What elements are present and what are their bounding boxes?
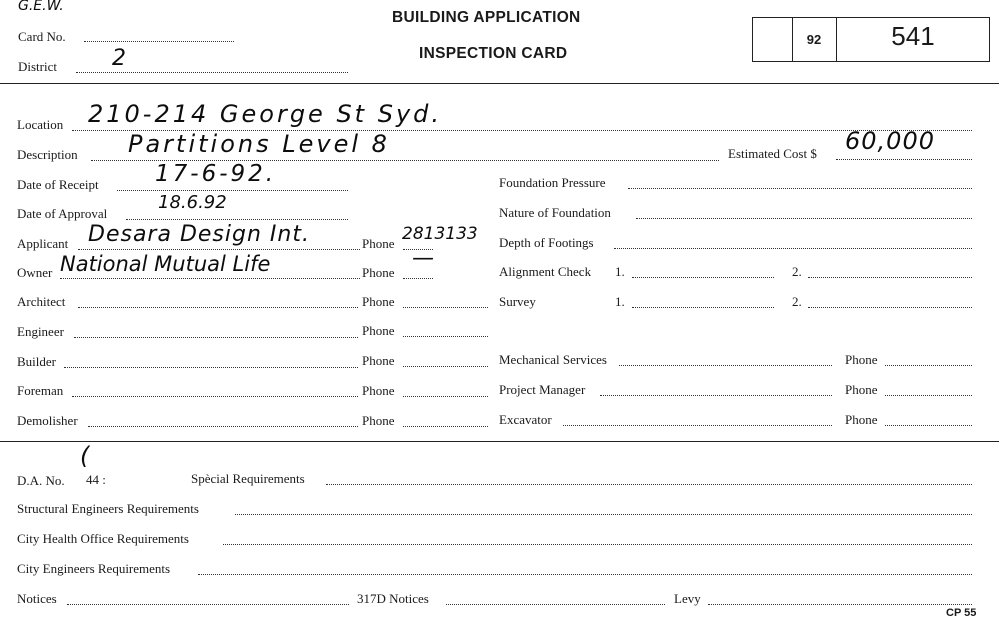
owner-label: Owner bbox=[17, 265, 53, 280]
engineer-phone-field[interactable] bbox=[403, 336, 488, 337]
alignment-check-label: Alignment Check bbox=[499, 264, 592, 279]
date-approval-value: 18.6.92 bbox=[158, 192, 227, 213]
notices-label: Notices bbox=[17, 591, 57, 606]
da-no-label: D.A. No. bbox=[17, 473, 65, 488]
estimated-cost-value: 60,000 bbox=[845, 127, 935, 155]
foreman-label: Foreman bbox=[17, 383, 64, 398]
architect-phone-field[interactable] bbox=[403, 307, 488, 308]
estimated-cost-field[interactable] bbox=[836, 159, 972, 160]
mechanical-phone-field[interactable] bbox=[885, 365, 972, 366]
mechanical-label: Mechanical Services bbox=[499, 352, 607, 367]
builder-phone-field[interactable] bbox=[403, 366, 488, 367]
engineer-label: Engineer bbox=[17, 324, 64, 339]
nature-foundation-field[interactable] bbox=[636, 218, 972, 219]
project-manager-field[interactable] bbox=[600, 395, 832, 396]
foundation-pressure-field[interactable] bbox=[628, 188, 972, 189]
owner-phone-field[interactable] bbox=[403, 278, 433, 279]
header-divider bbox=[0, 83, 999, 84]
builder-field[interactable] bbox=[64, 367, 358, 368]
requirements-divider bbox=[0, 441, 999, 442]
applicant-value: Desara Design Int. bbox=[88, 222, 310, 247]
applicant-label: Applicant bbox=[17, 236, 69, 251]
city-engineers-requirements-label: City Engineers Requirements bbox=[17, 561, 171, 576]
applicant-field[interactable] bbox=[78, 249, 360, 250]
depth-footings-label: Depth of Footings bbox=[499, 235, 594, 250]
notices-field[interactable] bbox=[67, 604, 349, 605]
applicant-phone-value: 2813133 bbox=[402, 224, 478, 244]
foreman-phone-field[interactable] bbox=[403, 396, 488, 397]
date-approval-field[interactable] bbox=[126, 219, 348, 220]
da-no-value: 44 : bbox=[86, 472, 106, 487]
mechanical-field[interactable] bbox=[619, 365, 832, 366]
alignment-check-1-label: 1. bbox=[615, 264, 625, 279]
district-label: District bbox=[18, 59, 57, 74]
special-requirements-label: Spècial Requirements bbox=[191, 471, 305, 486]
district-field[interactable] bbox=[76, 72, 348, 73]
survey-2-label: 2. bbox=[792, 294, 802, 309]
depth-footings-field[interactable] bbox=[614, 248, 972, 249]
mechanical-phone-label: Phone bbox=[845, 352, 878, 367]
levy-label: Levy bbox=[674, 591, 701, 606]
architect-label: Architect bbox=[17, 294, 66, 309]
date-receipt-value: 17-6-92. bbox=[155, 161, 277, 187]
alignment-check-2-label: 2. bbox=[792, 264, 802, 279]
survey-label: Survey bbox=[499, 294, 536, 309]
owner-value: National Mutual Life bbox=[60, 252, 271, 276]
engineer-phone-label: Phone bbox=[362, 323, 395, 338]
structural-requirements-label: Structural Engineers Requirements bbox=[17, 501, 199, 516]
demolisher-phone-label: Phone bbox=[362, 413, 395, 428]
project-manager-label: Project Manager bbox=[499, 382, 586, 397]
owner-phone-label: Phone bbox=[362, 265, 395, 280]
initials-handwritten: G.E.W. bbox=[18, 0, 64, 14]
builder-label: Builder bbox=[17, 354, 56, 369]
date-receipt-field[interactable] bbox=[117, 190, 348, 191]
applicant-phone-label: Phone bbox=[362, 236, 395, 251]
excavator-phone-field[interactable] bbox=[885, 425, 972, 426]
health-requirements-field[interactable] bbox=[223, 544, 972, 545]
demolisher-field[interactable] bbox=[88, 426, 358, 427]
estimated-cost-label: Estimated Cost $ bbox=[728, 146, 817, 161]
special-requirements-field[interactable] bbox=[326, 484, 972, 485]
survey-1-label: 1. bbox=[615, 294, 625, 309]
location-label: Location bbox=[17, 117, 64, 132]
card-no-field[interactable] bbox=[84, 41, 234, 42]
demolisher-phone-field[interactable] bbox=[403, 426, 488, 427]
description-value: Partitions Level 8 bbox=[128, 130, 390, 158]
foreman-field[interactable] bbox=[72, 396, 358, 397]
engineer-field[interactable] bbox=[74, 337, 358, 338]
demolisher-label: Demolisher bbox=[17, 413, 78, 428]
owner-field[interactable] bbox=[60, 278, 360, 279]
form-title-line1: BUILDING APPLICATION bbox=[392, 9, 581, 26]
foundation-pressure-label: Foundation Pressure bbox=[499, 175, 606, 190]
owner-phone-value: — bbox=[412, 246, 434, 271]
excavator-label: Excavator bbox=[499, 412, 552, 427]
district-value: 2 bbox=[112, 46, 126, 71]
survey-2-field[interactable] bbox=[808, 307, 972, 308]
da-no-handwritten-mark: ( bbox=[80, 442, 90, 470]
levy-field[interactable] bbox=[708, 604, 972, 605]
builder-phone-label: Phone bbox=[362, 353, 395, 368]
project-manager-phone-label: Phone bbox=[845, 382, 878, 397]
alignment-check-2-field[interactable] bbox=[808, 277, 972, 278]
nature-foundation-label: Nature of Foundation bbox=[499, 205, 611, 220]
health-requirements-label: City Health Office Requirements bbox=[17, 531, 189, 546]
city-engineers-requirements-field[interactable] bbox=[198, 574, 972, 575]
location-value: 210-214 George St Syd. bbox=[88, 100, 443, 128]
box-card-number: 541 bbox=[891, 21, 935, 51]
project-manager-phone-field[interactable] bbox=[885, 395, 972, 396]
excavator-phone-label: Phone bbox=[845, 412, 878, 427]
architect-field[interactable] bbox=[78, 307, 358, 308]
survey-1-field[interactable] bbox=[632, 307, 774, 308]
description-label: Description bbox=[17, 147, 78, 162]
box-year: 92 bbox=[806, 32, 822, 47]
date-approval-label: Date of Approval bbox=[17, 206, 108, 221]
structural-requirements-field[interactable] bbox=[235, 514, 972, 515]
notices-317d-label: 317D Notices bbox=[357, 591, 429, 606]
form-title-line2: INSPECTION CARD bbox=[419, 45, 568, 62]
alignment-check-1-field[interactable] bbox=[632, 277, 774, 278]
card-no-label: Card No. bbox=[18, 29, 66, 44]
foreman-phone-label: Phone bbox=[362, 383, 395, 398]
architect-phone-label: Phone bbox=[362, 294, 395, 309]
notices-317d-field[interactable] bbox=[446, 604, 665, 605]
date-receipt-label: Date of Receipt bbox=[17, 177, 99, 192]
form-code: CP 55 bbox=[946, 607, 977, 619]
excavator-field[interactable] bbox=[563, 425, 832, 426]
